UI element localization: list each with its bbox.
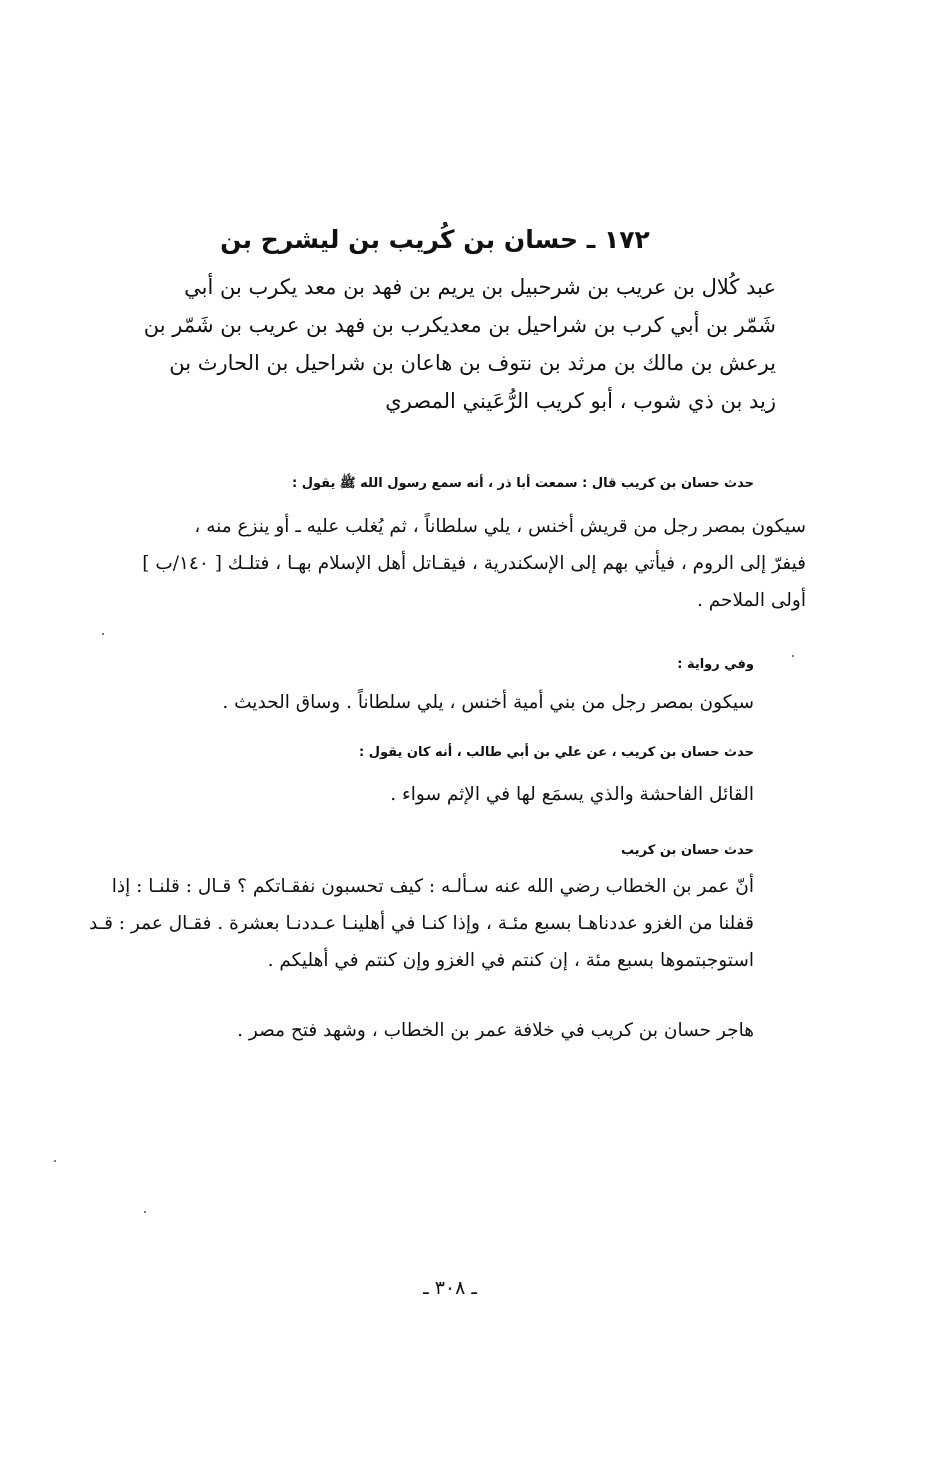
narration-text	[390, 776, 754, 813]
scan-speck	[102, 633, 104, 635]
lineage-line: شَمّر بن أبي كرب بن شراحيل بن معديكرب بن فهد بن عريب بن شَمّر بن	[143, 313, 776, 337]
narration-text	[142, 508, 806, 619]
narration-line: أولى الملاحم .	[696, 590, 806, 611]
narration-line: سيكون بمصر رجل من بني أمية أخنس ، يلي سلطاناً . وساق الحديث .	[222, 692, 754, 713]
entry-lineage	[120, 268, 776, 420]
closing-note: هاجر حسان بن كريب في خلافة عمر بن الخطاب ، وشهد فتح مصر .	[237, 1020, 754, 1041]
scan-speck	[54, 1160, 56, 1162]
lineage-line: عبد كُلال بن عريب بن شرحبيل بن يريم بن فهد بن معد يكرب بن أبي	[184, 275, 776, 299]
scan-speck	[792, 655, 794, 657]
narration-line: القائل الفاحشة والذي يسمَع لها في الإثم سواء .	[390, 784, 754, 805]
narration-line: فيفرّ إلى الروم ، فيأتي بهم إلى الإسكندرية ، فيقـاتل أهل الإسلام بهـا ، فتلـك [ ١٤٠/ب ]	[142, 553, 806, 574]
narration-line: سيكون بمصر رجل من قريش أخنس ، يلي سلطاناً ، ثم يُغلب عليه ـ أو ينزع منه ،	[194, 516, 806, 537]
scan-speck	[144, 1211, 146, 1213]
page-number: ـ ٣٠٨ ـ	[423, 1277, 477, 1299]
narration-line: أنّ عمر بن الخطاب رضي الله عنه سـألـه : كيف تحسبون نفقـاتكم ؟ قـال : قلنـا : إذا	[111, 876, 754, 897]
lineage-line: يرعش بن مالك بن مرثد بن نتوف بن هاعان بن شراحيل بن الحارث بن	[169, 351, 776, 375]
narration-line: قفلنا من الغزو عددناهـا بسبع مئـة ، وإذا كنـا في أهلينـا عـددنـا بعشرة . فقـال عمر : قـد	[88, 913, 754, 934]
narration-text	[89, 868, 754, 979]
narration-line: استوجبتموها بسبع مئة ، إن كنتم في الغزو وإن كنتم في أهليكم .	[267, 950, 754, 971]
narration-text	[222, 684, 754, 721]
narration-chain: وفي رواية :	[677, 657, 754, 672]
narration-chain: حدث حسان بن كريب ، عن علي بن أبي طالب ، أنه كان يقول :	[358, 745, 754, 760]
narration-chain: حدث حسان بن كريب	[621, 843, 754, 858]
narration-chain: حدث حسان بن كريب قال : سمعت أبا ذر ، أنه سمع رسول الله ﷺ يقول :	[292, 476, 754, 491]
entry-title: ١٧٢ ـ حسان بن كُريب بن ليشرح بن	[220, 225, 650, 254]
lineage-line: زيد بن ذي شوب ، أبو كريب الرُّعَيني المصري	[385, 389, 776, 413]
